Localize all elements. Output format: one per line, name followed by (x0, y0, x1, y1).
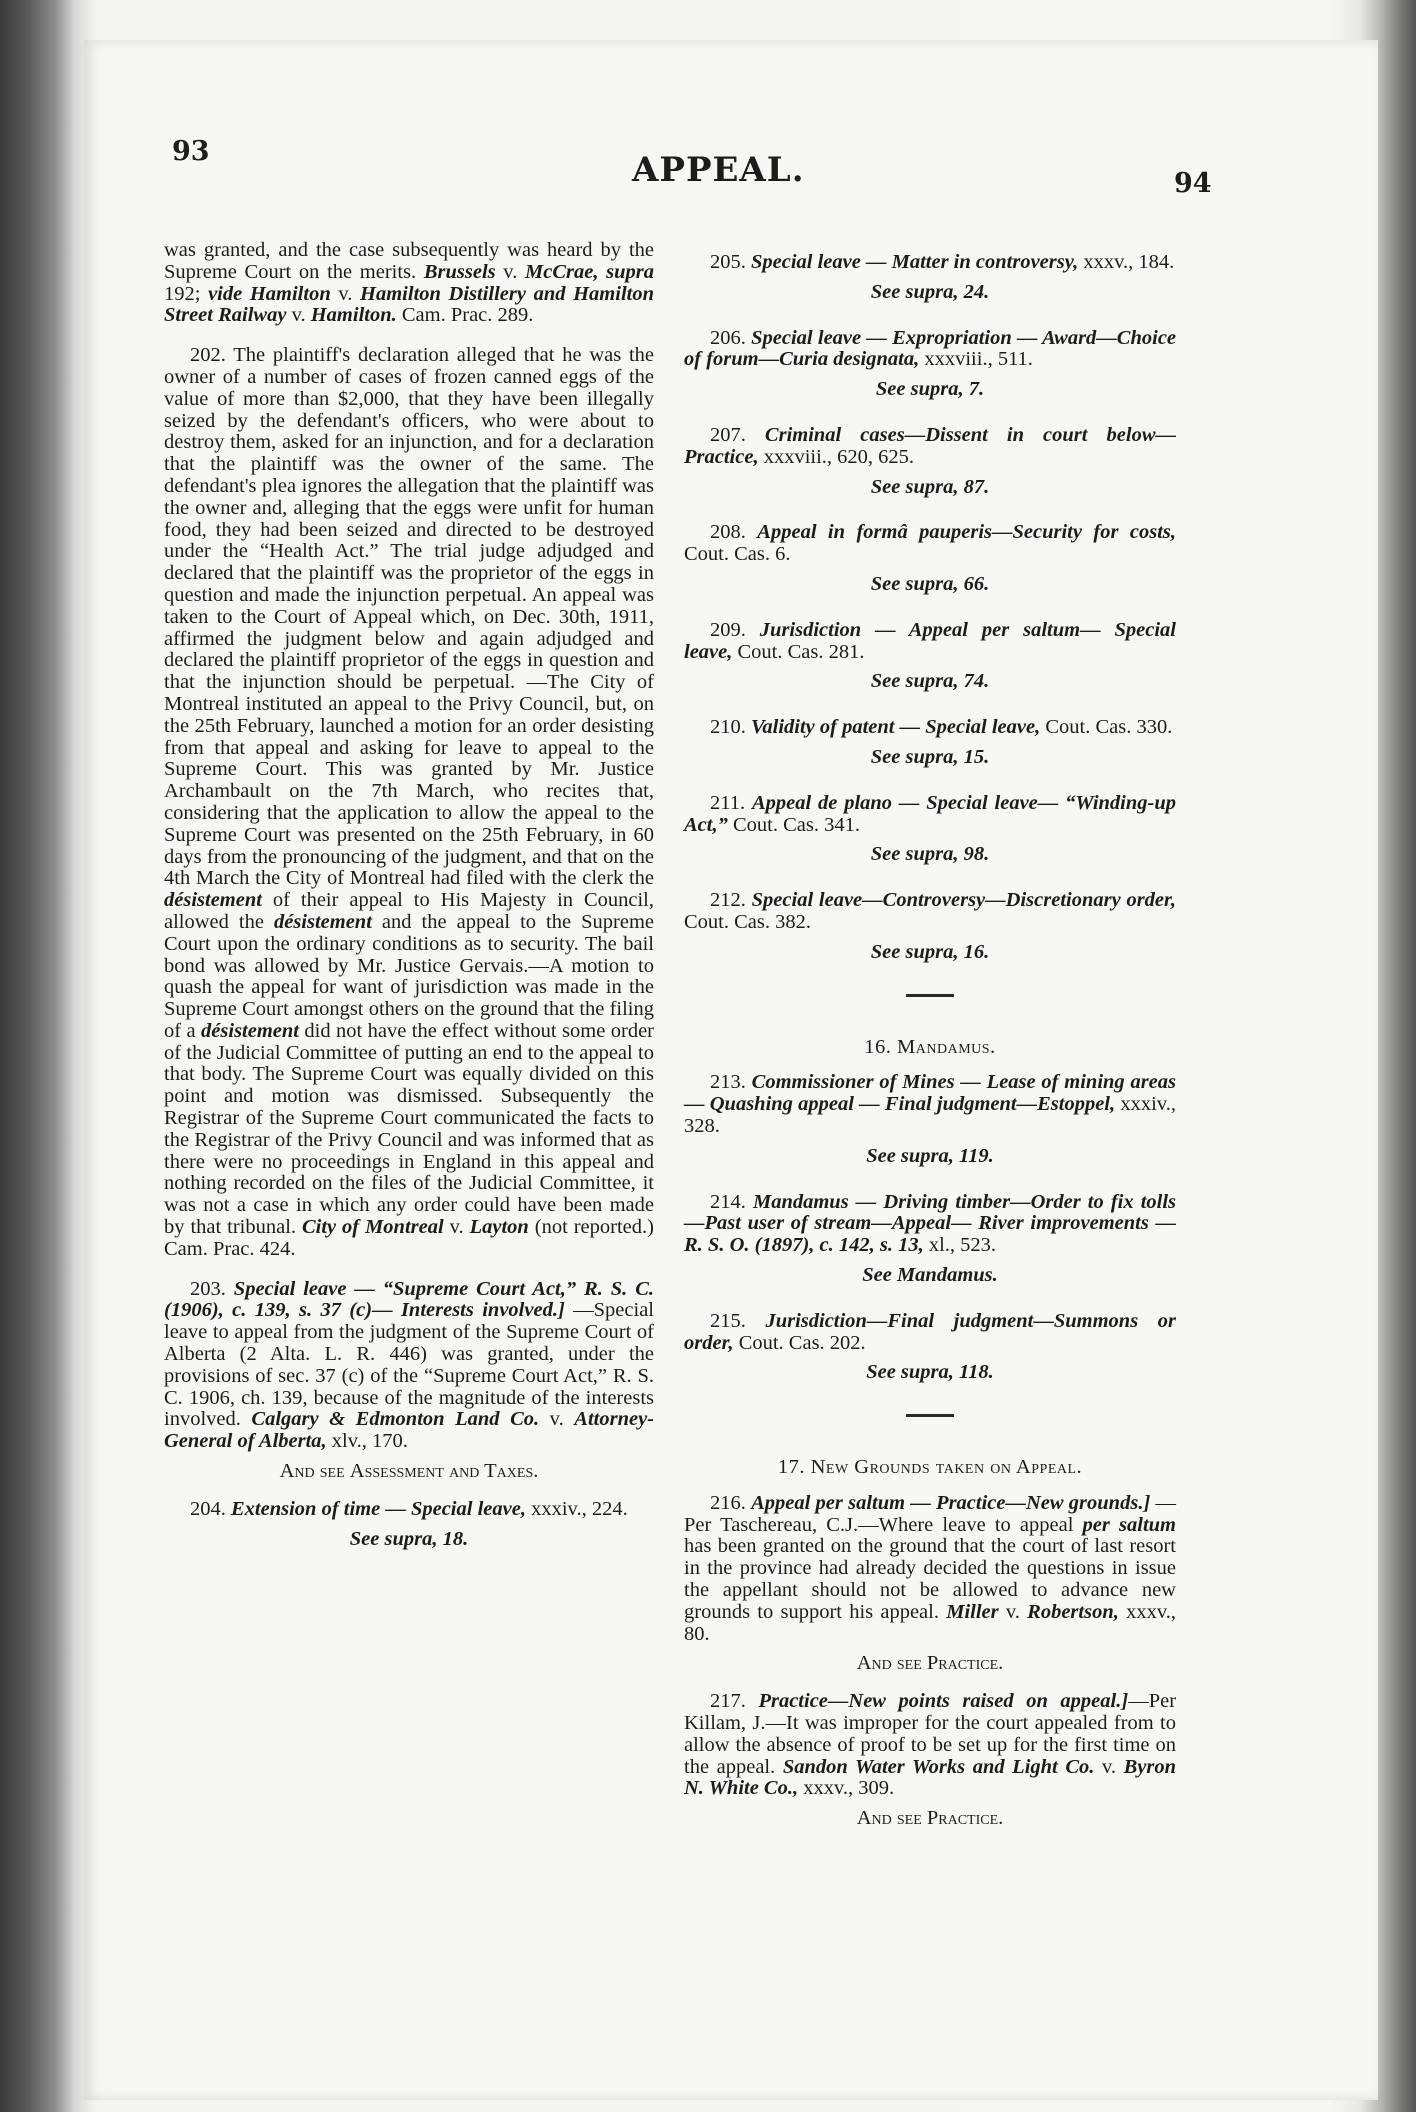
entry-203: 203. Special leave — “Supreme Court Act,” R. S. C. (1906), c. 139, s. 37 (c)— Interests involved.] —Special leave to appeal from the judgment of the Supreme Court of Alberta (2 Alta. L. R. 446) was granted, under the provisions of sec. 37 (c) of the “Supreme Court Act,” R. S. C. 1906, ch. 139, because of the magnitude of the interests involved. Calgary & Edmonton Land Co. v. Attorney-General of Alberta, xlv., 170. (164, 1277, 655, 1453)
entry-210: 210. Validity of patent — Special leave, Cout. Cas. 330. (710, 716, 1173, 739)
see-reference: See supra, 15. (870, 745, 990, 768)
left-page-number: 93 (172, 136, 210, 167)
entry-211: 211. Appeal de plano — Special leave— “Winding-up Act,” Cout. Cas. 341. (684, 791, 1176, 836)
cross-reference: And see Assessment and Taxes. (279, 1460, 539, 1483)
entry-215: 215. Jurisdiction—Final judgment—Summons or order, Cout. Cas. 202. (684, 1309, 1176, 1354)
cross-reference: And see Practice. (856, 1652, 1004, 1675)
entry-202: 202. The plaintiff's declaration alleged that he was the owner of a number of cases of frozen canned eggs of the value of more than $2,000, that they have been illegally seized by the defendant's officers, who were about to destroy them, asked for an injunction, and for a declaration that the plaintiff was the owner of the same. The defendant's plea ignores the allegation that the plaintiff was the owner and, alleging that the eggs were unfit for human food, they had been seized and directed to be destroyed under the “Health Act.” The trial judge adjudged and declared that the plaintiff was the proprietor of the eggs in question and made the injunction perpetual. An appeal was taken to the Court of Appeal which, on Dec. 30th, 1911, affirmed the judgment below and again adjudged and declared the plaintiff proprietor of the eggs in question and that the injunction should be perpetual. —The City of Montreal instituted an appeal to the Privy Council, but, on the 25th February, launched a motion for an order desisting from that appeal and asking for leave to appeal to the Supreme Court. This was granted by Mr. Justice Archambault on the 7th March, who recites that, considering that the application to allow the appeal to the Supreme Court was presented on the 25th February, in 60 days from the pronouncing of the judgment, and that on the 4th March the City of Montreal had filed with the clerk the désistement of their appeal to His Majesty in Council, allowed the désistement and the appeal to the Supreme Court upon the ordinary conditions as to security. The bail bond was allowed by Mr. Justice Gervais.—A motion to quash the appeal for want of jurisdiction was made in the Supreme Court amongst others on the ground that the filing of a désistement did not have the effect without some order of the Judicial Committee of putting an end to the appeal to that body. The Supreme Court was equally divided on this point and motion was dismissed. Subsequently the Registrar of the Supreme Court communicated the facts to the Registrar of the Privy Council and was informed that as there were no proceedings in England in this appeal and nothing recorded on the files of the Judicial Committee, it was not a case in which any order could have been made by that tribunal. City of Montreal v. Layton (not reported.) Cam. Prac. 424. (164, 344, 654, 1260)
entry-continuation: was granted, and the case subsequently was heard by the Supreme Court on the merits. Brussels v. McCrae, supra 192; vide Hamilton v. Hamilton Distillery and Hamilton Street Railway v. Hamilton. Cam. Prac. 289. (164, 239, 654, 327)
see-reference: See supra, 87. (870, 475, 990, 498)
section-heading-16: 16. Mandamus. (864, 1035, 996, 1058)
cross-reference: And see Practice. (856, 1807, 1004, 1830)
right-column (684, 252, 1176, 1846)
entry-214: 214. Mandamus — Driving timber—Order to fix tolls—Past user of stream—Appeal— River improvements — R. S. O. (1897), c. 142, s. 13, xl., 523. (684, 1190, 1177, 1257)
entry-217: 217. Practice—New points raised on appeal.]—Per Killam, J.—It was improper for the court appealed from to allow the absence of proof to be set up for the first time on the appeal. Sandon Water Works and Light Co. v. Byron N. White Co., xxxv., 309. (684, 1690, 1177, 1800)
see-reference: See supra, 119. (866, 1144, 994, 1167)
entry-209: 209. Jurisdiction — Appeal per saltum— Special leave, Cout. Cas. 281. (684, 618, 1176, 663)
see-reference: See Mandamus. (862, 1263, 998, 1286)
entry-208: 208. Appeal in formâ pauperis—Security for costs, Cout. Cas. 6. (684, 521, 1176, 566)
section-heading-17: 17. New Grounds taken on Appeal. (777, 1456, 1083, 1479)
left-column (164, 240, 654, 1574)
see-reference: See supra, 7. (875, 378, 985, 401)
entry-213: 213. Commissioner of Mines — Lease of mining areas — Quashing appeal — Final judgment—Estoppel, xxxiv., 328. (684, 1071, 1177, 1137)
right-page-number: 94 (1174, 168, 1212, 199)
entry-212: 212. Special leave—Controversy—Discretionary order, Cout. Cas. 382. (684, 889, 1177, 933)
entry-205: 205. Special leave — Matter in controversy, xxxv., 184. (710, 251, 1175, 273)
book-page (84, 40, 1378, 2100)
entry-206: 206. Special leave — Expropriation — Award—Choice of forum—Curia designata, xxxviii., 511. (684, 326, 1177, 371)
entries-group-16 (684, 1072, 1176, 1384)
entry-207: 207. Criminal cases—Dissent in court below—Practice, xxxviii., 620, 625. (684, 423, 1176, 468)
section-divider (906, 994, 954, 997)
see-reference: See supra, 18. (349, 1527, 469, 1550)
running-head-title: APPEAL. (632, 150, 805, 190)
see-reference: See supra, 24. (870, 280, 990, 303)
see-reference: See supra, 98. (870, 843, 990, 866)
see-reference: See supra, 16. (870, 940, 990, 963)
see-reference: See supra, 66. (870, 572, 990, 595)
see-reference: See supra, 74. (870, 670, 990, 693)
section-divider (906, 1414, 954, 1417)
see-reference: See supra, 118. (866, 1361, 994, 1384)
entry-204: 204. Extension of time — Special leave, xxxiv., 224. (190, 1497, 628, 1520)
entries-group-15 (684, 252, 1176, 964)
entry-216: 216. Appeal per saltum — Practice—New grounds.] — Per Taschereau, C.J.—Where leave to appeal per saltum has been granted on the ground that the court of last resort in the province had already decided the questions in issue the appellant should not be allowed to advance new grounds to support his appeal. Miller v. Robertson, xxxv., 80. (684, 1491, 1176, 1645)
